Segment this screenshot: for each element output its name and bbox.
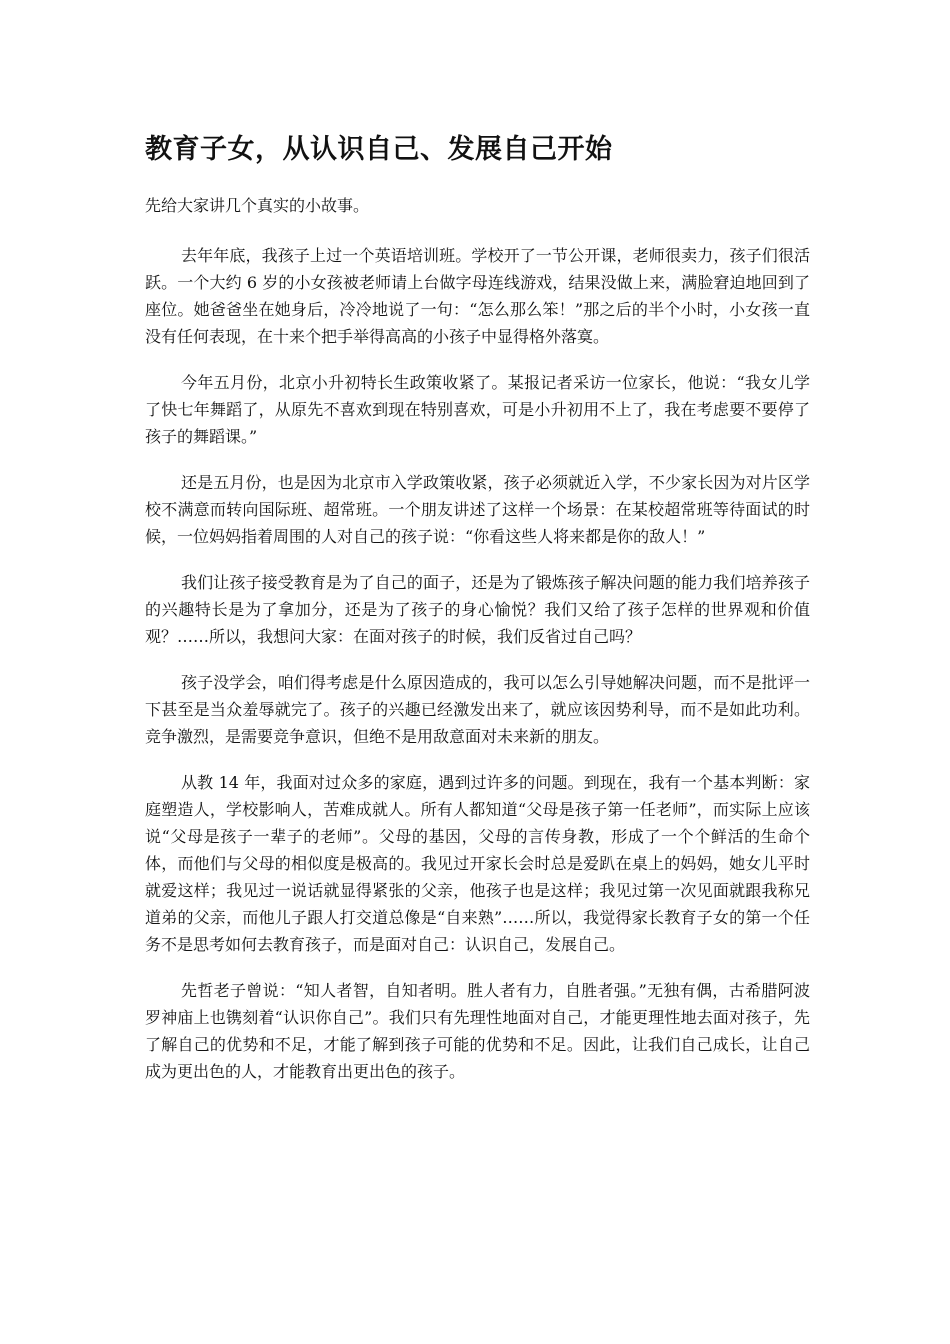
body-paragraph-5: 孩子没学会，咱们得考虑是什么原因造成的，我可以怎么引导她解决问题，而不是批评一下甚至是当众羞辱就完了。孩子的兴趣已经激发出来了，就应该因势利导，而不是如此功利。竞争激烈，是需要竞争意识，但绝不是用敌意面对未来新的朋友。 bbox=[145, 673, 810, 746]
body-paragraph-6: 从教 14 年，我面对过众多的家庭，遇到过许多的问题。到现在，我有一个基本判断：家庭塑造人，学校影响人，苦难成就人。所有人都知道“父母是孩子第一任老师”，而实际上应该说“父母是孩子一辈子的老师”。父母的基因，父母的言传身教，形成了一个个鲜活的生命个体，而他们与父母的相似度是极高的。我见过开家长会时总是爱趴在桌上的妈妈，她女儿平时就爱这样；我见过一说话就显得紧张的父亲，他孩子也是这样；我见过第一次见面就跟我称兄道弟的父亲，而他儿子跟人打交道总像是“自来熟”……所以，我觉得家长教育子女的第一个任务不是思考如何去教育孩子，而是面对自己：认识自己，发展自己。 bbox=[145, 773, 810, 954]
document-page bbox=[145, 130, 810, 1104]
body-paragraph-2: 今年五月份，北京小升初特长生政策收紧了。某报记者采访一位家长，他说：“我女儿学了快七年舞蹈了，从原先不喜欢到现在特别喜欢，可是小升初用不上了，我在考虑要不要停了孩子的舞蹈课。” bbox=[145, 373, 810, 446]
body-paragraph-3: 还是五月份，也是因为北京市入学政策收紧，孩子必须就近入学，不少家长因为对片区学校不满意而转向国际班、超常班。一个朋友讲述了这样一个场景：在某校超常班等待面试的时候，一位妈妈指着周围的人对自己的孩子说：“你看这些人将来都是你的敌人！” bbox=[145, 473, 810, 546]
document-title: 教育子女，从认识自己、发展自己开始 bbox=[145, 134, 613, 165]
body-paragraph-4: 我们让孩子接受教育是为了自己的面子，还是为了锻炼孩子解决问题的能力我们培养孩子的兴趣特长是为了拿加分，还是为了孩子的身心愉悦？我们又给了孩子怎样的世界观和价值观？……所以，我想问大家：在面对孩子的时候，我们反省过自己吗？ bbox=[145, 573, 810, 646]
body-paragraph-7: 先哲老子曾说：“知人者智，自知者明。胜人者有力，自胜者强。”无独有偶，古希腊阿波罗神庙上也镌刻着“认识你自己”。我们只有先理性地面对自己，才能更理性地去面对孩子，先了解自己的优势和不足，才能了解到孩子可能的优势和不足。因此，让我们自己成长，让自己成为更出色的人，才能教育出更出色的孩子。 bbox=[145, 981, 810, 1081]
intro-paragraph: 先给大家讲几个真实的小故事。 bbox=[145, 196, 370, 215]
body-paragraph-1: 去年年底，我孩子上过一个英语培训班。学校开了一节公开课，老师很卖力，孩子们很活跃。一个大约 6 岁的小女孩被老师请上台做字母连线游戏，结果没做上来，满脸窘迫地回到了座位。她爸爸坐在她身后，冷冷地说了一句：“怎么那么笨！”那之后的半个小时，小女孩一直没有任何表现，在十来个把手举得高高的小孩子中显得格外落寞。 bbox=[145, 246, 810, 346]
